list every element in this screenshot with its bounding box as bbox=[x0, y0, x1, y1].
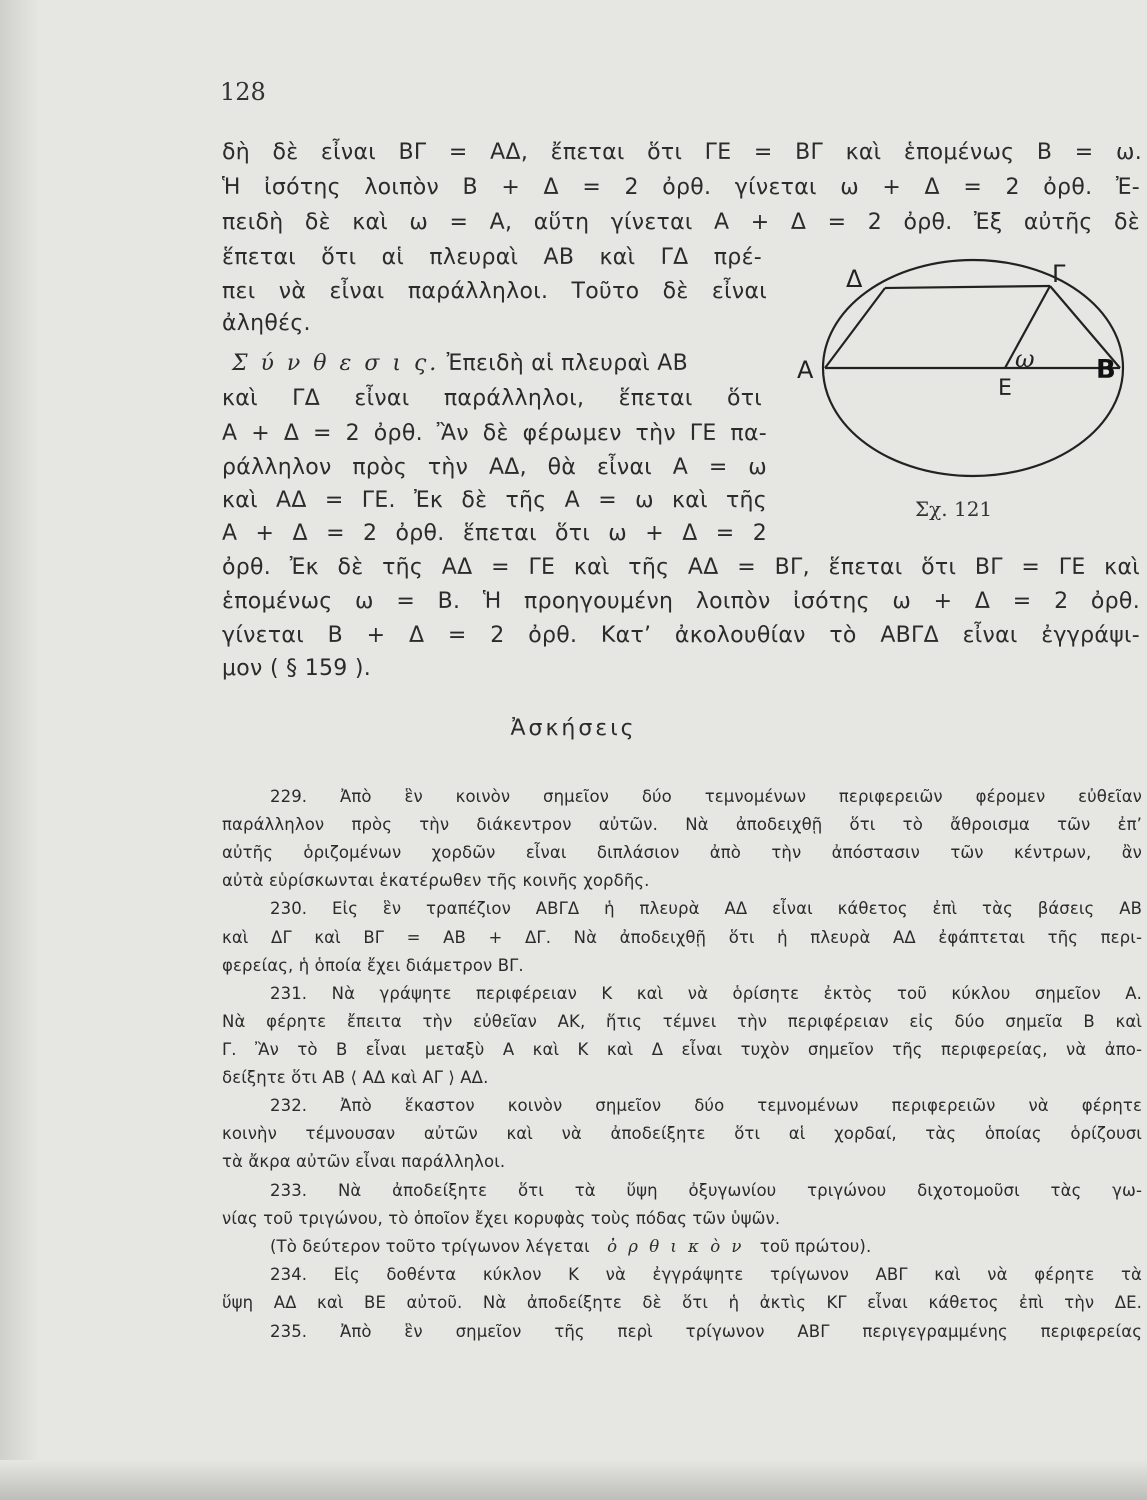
proof-line: Ἡ ἰσότης λοιπὸν Β + Δ = 2 ὀρθ. γίνεται ω + Δ = 2 ὀρθ. Ἐ- bbox=[222, 175, 1140, 200]
exercise-line: 229. Ἀπὸ ἓν κοινὸν σημεῖον δύο τεμνομένων περιφερειῶν φέρομεν εὐθεῖαν bbox=[270, 787, 1142, 806]
exercise-line: τὰ ἄκρα αὐτῶν εἶναι παράλληλοι. bbox=[222, 1152, 506, 1171]
synthesis-line: ἑπομένως ω = Β. Ἡ προηγουμένη λοιπὸν ἰσότης ω + Δ = 2 ὀρθ. bbox=[222, 589, 1140, 614]
synthesis-paragraph bbox=[232, 351, 688, 376]
label-alpha: Α bbox=[797, 356, 814, 384]
exercise-line: κοινὴν τέμνουσαν αὐτῶν καὶ νὰ ἀποδείξητε ὅτι αἱ χορδαί, τὰς ὁποίας ὁρίζουσι bbox=[222, 1124, 1142, 1143]
exercise-line: 235. Ἀπὸ ἓν σημεῖον τῆς περὶ τρίγωνον ΑΒΓ περιγεγραμμένης περιφερείας bbox=[270, 1322, 1142, 1341]
exercise-line: αὐτὰ εὑρίσκωνται ἑκατέρωθεν τῆς κοινῆς χορδῆς. bbox=[222, 871, 650, 890]
exercise-line: 233. Νὰ ἀποδείξητε ὅτι τὰ ὕψη ὀξυγωνίου τριγώνου διχοτομοῦσι τὰς γω- bbox=[270, 1181, 1142, 1200]
page-edge-shadow bbox=[0, 0, 40, 1500]
label-beta: Β bbox=[1096, 355, 1116, 385]
synthesis-first-text: Ἐπειδὴ αἱ πλευραὶ ΑΒ bbox=[446, 351, 689, 376]
label-epsilon: Ε bbox=[998, 376, 1012, 401]
proof-line: πειδὴ δὲ καὶ ω = Α, αὕτη γίνεται Α + Δ = 2 ὀρθ. Ἐξ αὐτῆς δὲ bbox=[222, 210, 1140, 235]
synthesis-line: καὶ ΑΔ = ΓΕ. Ἐκ δὲ τῆς Α = ω καὶ τῆς bbox=[222, 488, 767, 513]
exercise-line: Νὰ φέρητε ἔπειτα τὴν εὐθεῖαν ΑΚ, ἥτις τέμνει τὴν περιφέρειαν εἰς δύο σημεῖα Β καὶ bbox=[222, 1012, 1142, 1031]
proof-line: ἀληθές. bbox=[222, 311, 311, 336]
synthesis-line: ράλληλον πρὸς τὴν ΑΔ, θὰ εἶναι Α = ω bbox=[222, 455, 767, 480]
proof-line: πει νὰ εἶναι παράλληλοι. Τοῦτο δὲ εἶναι bbox=[222, 279, 767, 304]
label-gamma: Γ bbox=[1052, 260, 1066, 288]
exercise-line: 234. Εἰς δοθέντα κύκλον Κ νὰ ἐγγράψητε τρίγωνον ΑΒΓ καὶ νὰ φέρητε τὰ bbox=[270, 1265, 1142, 1284]
synthesis-line: καὶ ΓΔ εἶναι παράλληλοι, ἕπεται ὅτι bbox=[222, 386, 762, 411]
exercise-line: 230. Εἰς ἓν τραπέζιον ΑΒΓΔ ἡ πλευρὰ ΑΔ εἶναι κάθετος ἐπὶ τὰς βάσεις ΑΒ bbox=[270, 899, 1142, 918]
note-tail: τοῦ πρώτου). bbox=[759, 1237, 872, 1256]
proof-line: ἕπεται ὅτι αἱ πλευραὶ ΑΒ καὶ ΓΔ πρέ- bbox=[222, 245, 762, 270]
page-number: 128 bbox=[220, 78, 266, 106]
figure-caption: Σχ. 121 bbox=[915, 497, 993, 521]
side-dg bbox=[885, 286, 1050, 288]
label-delta: Δ bbox=[846, 265, 863, 293]
exercise-line: δείξητε ὅτι ΑΒ ⟨ ΑΔ καὶ ΑΓ ⟩ ΑΔ. bbox=[222, 1068, 489, 1087]
proof-line: δὴ δὲ εἶναι ΒΓ = ΑΔ, ἔπεται ὅτι ΓΕ = ΒΓ καὶ ἑπομένως Β = ω. bbox=[222, 140, 1142, 165]
exercise-note bbox=[270, 1237, 871, 1256]
note-text: (Τὸ δεύτερον τοῦτο τρίγωνον λέγεται bbox=[270, 1237, 590, 1256]
synthesis-label: Σ ύ ν θ ε σ ι ς. bbox=[232, 351, 440, 376]
exercise-line: καὶ ΔΓ καὶ ΒΓ = ΑΒ + ΔΓ. Νὰ ἀποδειχθῇ ὅτι ἡ πλευρὰ ΑΔ ἐφάπτεται τῆς περι- bbox=[222, 928, 1142, 947]
synthesis-line: ὀρθ. Ἐκ δὲ τῆς ΑΔ = ΓΕ καὶ τῆς ΑΔ = ΒΓ, ἕπεται ὅτι ΒΓ = ΓΕ καὶ bbox=[222, 555, 1140, 580]
synthesis-line: μον ( § 159 ). bbox=[222, 656, 372, 681]
exercise-line: ὕψη ΑΔ καὶ ΒΕ αὐτοῦ. Νὰ ἀποδείξητε δὲ ὅτι ἡ ἀκτὶς ΚΓ εἶναι κάθετος ἐπὶ τὴν ΔΕ. bbox=[222, 1293, 1142, 1312]
exercises-heading: Ἀσκήσεις bbox=[510, 716, 637, 741]
exercise-line: 231. Νὰ γράψητε περιφέρειαν Κ καὶ νὰ ὁρίσητε ἐκτὸς τοῦ κύκλου σημεῖον Α. bbox=[270, 984, 1142, 1003]
exercise-line: φερείας, ἡ ὁποία ἔχει διάμετρον ΒΓ. bbox=[222, 956, 524, 975]
note-term: ὀ ρ θ ι κ ὸ ν bbox=[607, 1237, 745, 1256]
exercise-line: παράλληλον πρὸς τὴν διάκεντρον αὐτῶν. Νὰ ἀποδειχθῇ ὅτι τὸ ἄθροισμα τῶν ἐπ’ bbox=[222, 815, 1142, 834]
exercise-line: νίας τοῦ τριγώνου, τὸ ὁποῖον ἔχει κορυφὰς τοὺς πόδας τῶν ὑψῶν. bbox=[222, 1209, 781, 1228]
synthesis-line: Α + Δ = 2 ὀρθ. ἕπεται ὅτι ω + Δ = 2 bbox=[222, 521, 767, 546]
exercise-line: 232. Ἀπὸ ἕκαστον κοινὸν σημεῖον δύο τεμνομένων περιφερειῶν νὰ φέρητε bbox=[270, 1096, 1142, 1115]
page-bottom-shadow bbox=[0, 1460, 1147, 1500]
synthesis-line: γίνεται Β + Δ = 2 ὀρθ. Κατ’ ἀκολουθίαν τὸ ΑΒΓΔ εἶναι ἐγγράψι- bbox=[222, 623, 1140, 648]
exercise-line: Γ. Ἂν τὸ Β εἶναι μεταξὺ Α καὶ Κ καὶ Δ εἶναι τυχὸν σημεῖον τῆς περιφερείας, νὰ ἀπο- bbox=[222, 1040, 1142, 1059]
label-omega: ω bbox=[1015, 345, 1035, 373]
synthesis-line: Α + Δ = 2 ὀρθ. Ἂν δὲ φέρωμεν τὴν ΓΕ πα- bbox=[222, 421, 767, 446]
exercise-line: αὐτῆς ὁριζομένων χορδῶν εἶναι διπλάσιον ἀπὸ τὴν ἀπόστασιν τῶν κέντρων, ἂν bbox=[222, 843, 1142, 862]
